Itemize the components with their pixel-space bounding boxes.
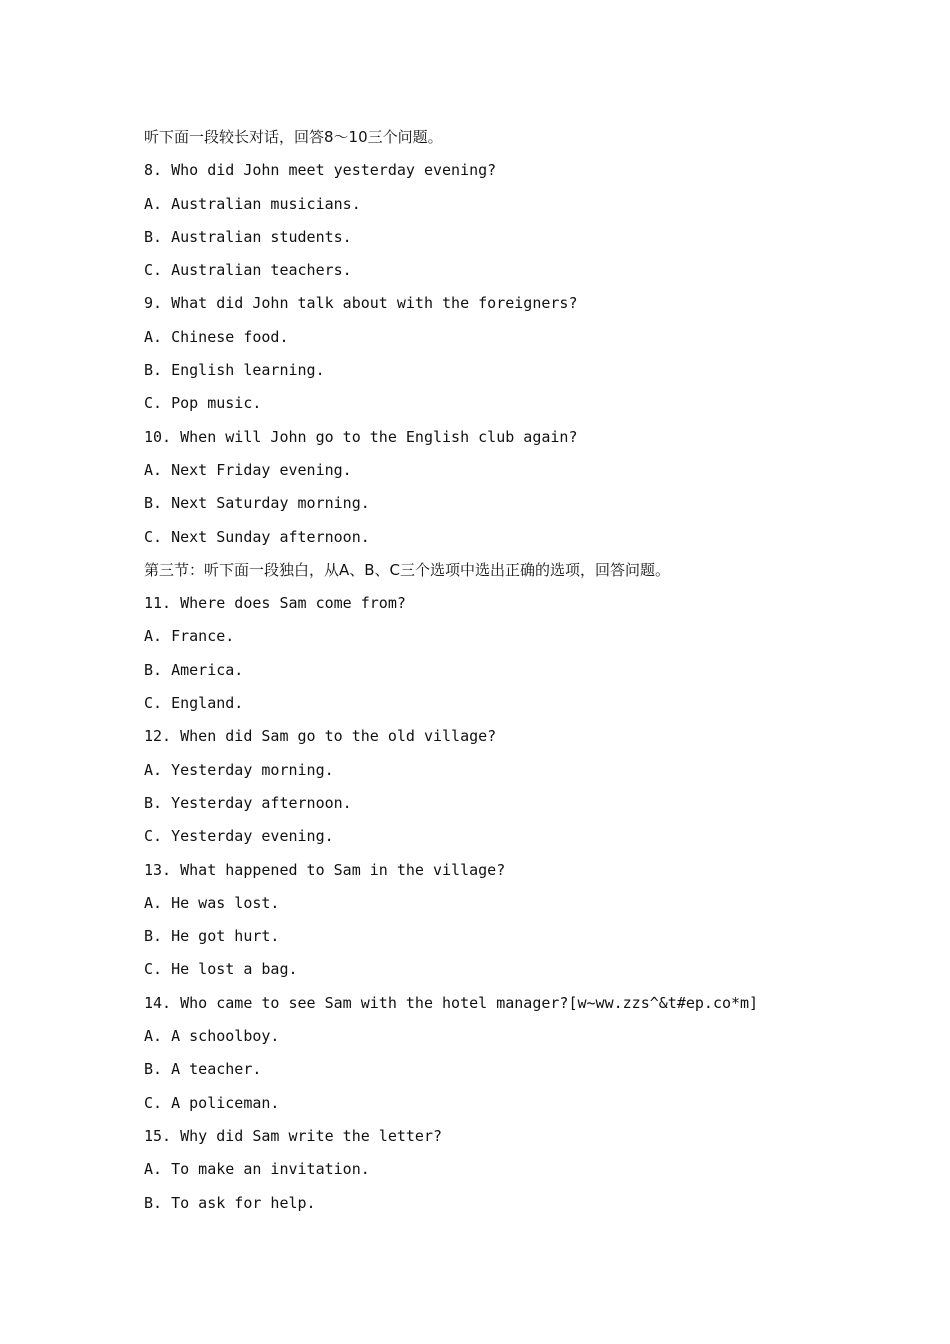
option-8b: B. Australian students. (144, 227, 352, 246)
option-9a: A. Chinese food. (144, 327, 289, 346)
option-10a: A. Next Friday evening. (144, 460, 352, 479)
question-14: 14. Who came to see Sam with the hotel manager?[w~ww.zzs^&t#ep.co*m] (144, 993, 759, 1012)
option-15b: B. To ask for help. (144, 1193, 316, 1212)
question-11: 11. Where does Sam come from? (144, 594, 406, 613)
question-8: 8. Who did John meet yesterday evening? (144, 161, 497, 180)
option-14c: C. A policeman. (144, 1093, 280, 1112)
section-3-instruction: 第三节：听下面一段独白，从A、B、C三个选项中选出正确的选项，回答问题。 (144, 560, 671, 579)
option-8c: C. Australian teachers. (144, 261, 352, 280)
option-13c: C. He lost a bag. (144, 960, 298, 979)
question-9: 9. What did John talk about with the foreigners? (144, 294, 578, 313)
option-14b: B. A teacher. (144, 1060, 262, 1079)
question-12: 12. When did Sam go to the old village? (144, 727, 497, 746)
option-9b: B. English learning. (144, 361, 325, 380)
option-9c: C. Pop music. (144, 394, 262, 413)
option-12b: B. Yesterday afternoon. (144, 793, 352, 812)
question-15: 15. Why did Sam write the letter? (144, 1126, 443, 1145)
question-10: 10. When will John go to the English club again? (144, 427, 578, 446)
option-11b: B. America. (144, 660, 244, 679)
option-13a: A. He was lost. (144, 893, 280, 912)
option-12a: A. Yesterday morning. (144, 760, 334, 779)
section-instruction: 听下面一段较长对话，回答8～10三个问题。 (144, 128, 443, 146)
document-page (144, 124, 904, 1223)
option-8a: A. Australian musicians. (144, 194, 361, 213)
option-10b: B. Next Saturday morning. (144, 494, 370, 513)
option-11c: C. England. (144, 694, 244, 713)
option-13b: B. He got hurt. (144, 927, 280, 946)
option-15a: A. To make an invitation. (144, 1160, 370, 1179)
option-11a: A. France. (144, 627, 235, 646)
option-12c: C. Yesterday evening. (144, 827, 334, 846)
option-10c: C. Next Sunday afternoon. (144, 527, 370, 546)
question-13: 13. What happened to Sam in the village? (144, 860, 506, 879)
option-14a: A. A schoolboy. (144, 1027, 280, 1046)
